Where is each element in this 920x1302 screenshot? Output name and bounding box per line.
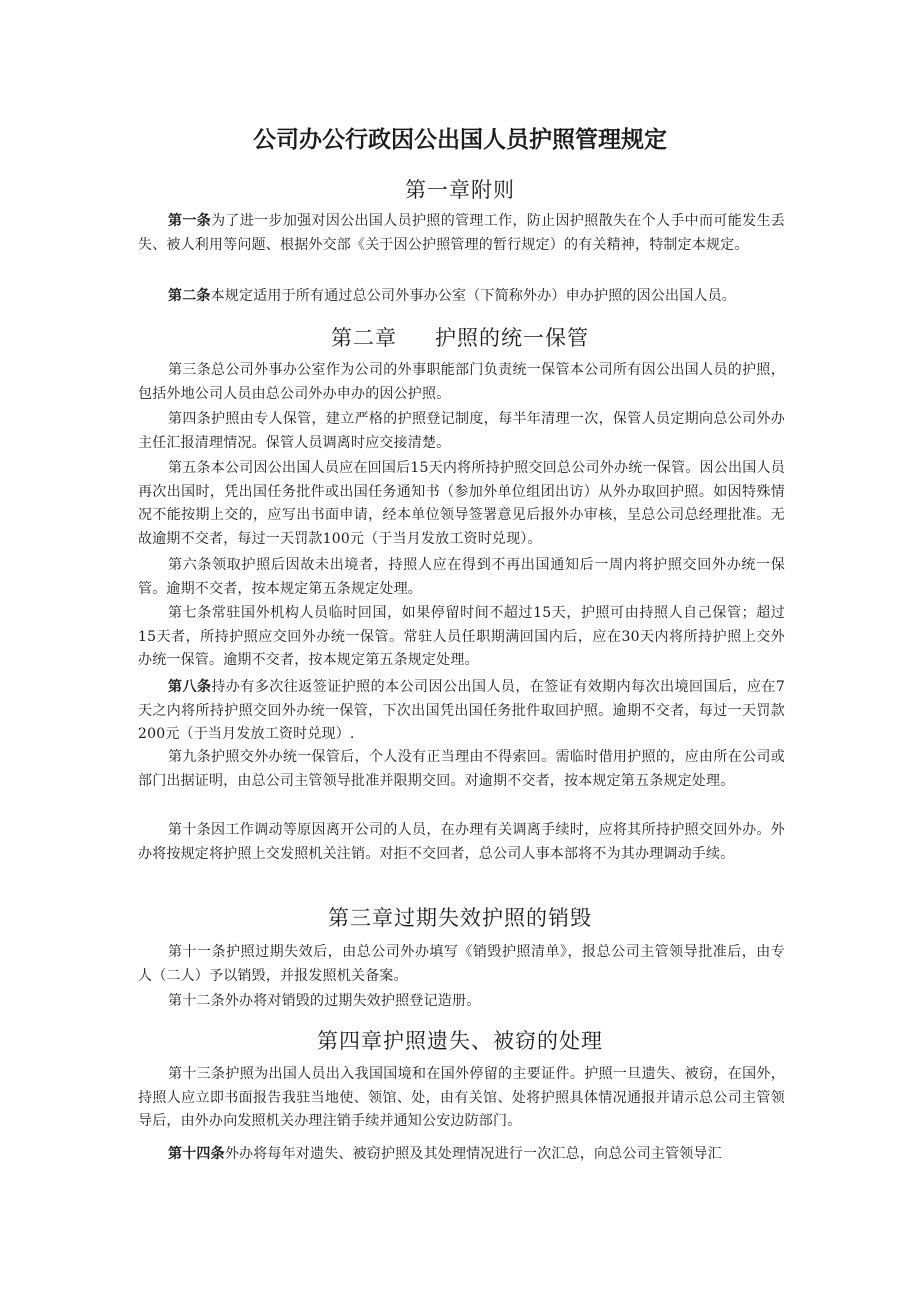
chapter-title: 护照的统一保管: [435, 326, 589, 350]
article-10: [138, 819, 785, 866]
article-text: 外办将对销毁的过期失效护照登记造册。: [224, 993, 481, 1009]
chapter-number: 第二章: [331, 326, 397, 350]
article-8: [138, 676, 785, 747]
article-label: 第九条护: [168, 749, 226, 765]
chapter-heading-4: 第四章护照遗失、被窃的处理: [317, 1029, 603, 1053]
article-2: [138, 285, 785, 309]
article-12: [138, 990, 785, 1014]
article-7: [138, 602, 785, 673]
chapter-heading-3: 第三章过期失效护照的销毁: [328, 906, 592, 930]
article-11: [138, 941, 785, 988]
article-3: [138, 359, 785, 406]
chapter-heading-1: 第一章附则: [405, 178, 515, 202]
article-text: 护照后因故未出境者，持照人应在得到不再出国通知后一周内将护照交回外办统一保管。逾期不交者，按本规定第五条规定处理。: [138, 557, 785, 597]
article-text: 公司外事办公室作为公司的外事职能部门负责统一保管本公司所有因公出国人员的护照，包括外地公司人员由总公司外办申办的因公护照。: [138, 362, 785, 402]
article-text: 本规定适用于所有通过总公司外事办公室（下简称外办）申办护照的因公出国人员。: [210, 288, 737, 304]
article-text: 常驻国外机构人员临时回国，如果停留时间不超过15天，护照可由持照人自己保管；超过15天者，所持护照应交回外办统一保管。常驻人员任职期满回国内后，应在30天内将所持护照上交外办统一保管。逾期不交者，按本规定第五条规定处理。: [138, 605, 786, 669]
article-13: [138, 1063, 785, 1134]
article-label: 第十二条: [168, 993, 225, 1009]
article-text: 公司因公出国人员应在回国后15天内将所持护照交回总公司外办统一保管。因公出国人员再次出国时，凭出国任务批件或出国任务通知书（参加外单位组团出访）从外办取回护照。如因特殊情况不能按期上交的，应写出书面申请，经本单位领导签署意见后报外办审核，呈总公司总经理批准。无故逾期不交者，每过一天罚款100元（于当月发放工资时兑现）。: [138, 460, 785, 548]
article-label: 第十三条: [168, 1066, 226, 1082]
article-label: 第七条: [168, 605, 212, 621]
article-label: 第一条: [168, 213, 212, 229]
article-text: 持办有多次往返签证护照的本公司因公出国人员，在签证有效期内每次出境回国后，应在7天之内将所持护照交回外办统一保管，下次出国凭出国任务批件取回护照。逾期不交者，每过一天罚款200元（于当月发放工资时兑现）.: [138, 679, 785, 743]
chapter-heading-2: [0, 322, 920, 352]
article-label: 第六条领取: [168, 557, 242, 573]
article-text: 护照为出国人员出入我国国境和在国外停留的主要证件。护照一旦遗失、被窃，在国外，持照人应立即书面报告我驻当地使、领馆、处，由有关馆、处将护照具体情况通报并请示总公司主管领导后，由外办向发照机关办理注销手续并通知公安边防部门。: [138, 1066, 785, 1130]
article-14: [138, 1143, 785, 1167]
article-4: [138, 408, 785, 455]
article-label: 第四条护照: [168, 411, 240, 427]
article-label: 第五条本: [168, 460, 226, 476]
article-text: 过期失效后，由总公司外办填写《销毁护照清单》，报总公司主管领导批准后，由专人（二人）予以销毁，并报发照机关备案。: [138, 944, 786, 984]
article-text: 为了进一步加强对因公出国人员护照的管理工作，防止因护照散失在个人手中而可能发生丢失、被人利用等问题、根据外交部《关于因公护照管理的暂行规定）的有关精神，特制定本规定。: [138, 213, 785, 253]
document-title: 公司办公行政因公出国人员护照管理规定: [253, 127, 667, 153]
article-label: 第八条: [168, 679, 212, 695]
article-label: 第三条总: [168, 362, 226, 378]
article-label: 第十四条: [168, 1146, 225, 1162]
article-label: 第十一条护照: [168, 944, 256, 960]
article-1: [138, 210, 785, 257]
article-label: 第二条: [168, 288, 211, 304]
article-text: 外办将每年对遗失、被窃护照及其处理情况进行一次汇总，向总公司主管领导汇: [224, 1146, 722, 1162]
article-6: [138, 554, 785, 601]
article-5: [138, 457, 785, 552]
article-text: 工作调动等原因离开公司的人员，在办理有关调离手续时，应将其所持护照交回外办。外办将按规定将护照上交发照机关注销。对拒不交回者，总公司人事本部将不为其办理调动手续。: [138, 822, 785, 862]
article-label: 第十条因: [168, 822, 226, 838]
article-text: 照交外办统一保管后，个人没有正当理由不得索回。需临时借用护照的，应由所在公司或部门出据证明，由总公司主管领导批准并限期交回。对逾期不交者，按本规定第五条规定处理。: [138, 749, 785, 789]
article-9: [138, 746, 785, 793]
article-text: 由专人保管，建立严格的护照登记制度，每半年清理一次，保管人员定期向总公司外办主任汇报清理情况。保管人员调离时应交接清楚。: [138, 411, 785, 451]
